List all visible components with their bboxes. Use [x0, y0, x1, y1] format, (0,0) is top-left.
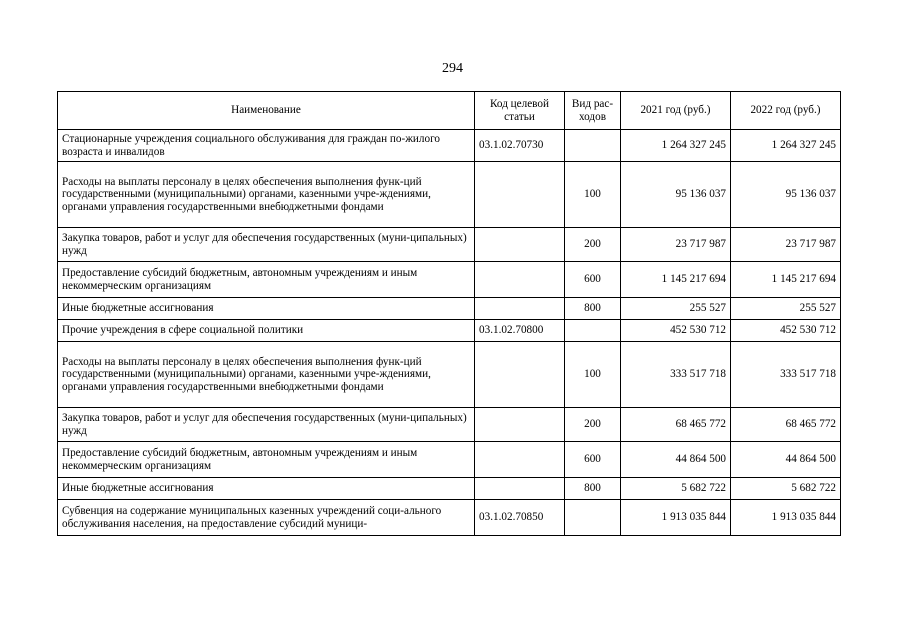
header-type: Вид рас-ходов [565, 92, 621, 130]
cell-name: Закупка товаров, работ и услуг для обеспечения государственных (муни-ципальных) нужд [58, 408, 475, 442]
cell-name: Закупка товаров, работ и услуг для обеспечения государственных (муни-ципальных) нужд [58, 228, 475, 262]
cell-type: 600 [565, 262, 621, 298]
cell-name: Расходы на выплаты персоналу в целях обеспечения выполнения функ-ций государственными (муниципальными) органами, казенными учре-ждениями, органами управления государственными внебюджетными фондами [58, 162, 475, 228]
cell-amount-2022: 333 517 718 [731, 342, 841, 408]
cell-amount-2022: 95 136 037 [731, 162, 841, 228]
cell-amount-2021: 1 913 035 844 [621, 500, 731, 536]
cell-type: 200 [565, 228, 621, 262]
cell-code [475, 342, 565, 408]
cell-code [475, 262, 565, 298]
cell-name: Субвенция на содержание муниципальных казенных учреждений соци-ального обслуживания населения, на предоставление субсидий муници- [58, 500, 475, 536]
cell-code [475, 298, 565, 320]
cell-type [565, 130, 621, 162]
cell-amount-2021: 255 527 [621, 298, 731, 320]
cell-type: 100 [565, 342, 621, 408]
table-row [58, 342, 841, 408]
cell-name: Расходы на выплаты персоналу в целях обеспечения выполнения функ-ций государственными (муниципальными) органами, казенными учре-ждениями, органами управления государственными внебюджетными фондами [58, 342, 475, 408]
cell-name: Предоставление субсидий бюджетным, автономным учреждениям и иным некоммерческим организациям [58, 262, 475, 298]
cell-amount-2022: 44 864 500 [731, 442, 841, 478]
cell-amount-2022: 1 913 035 844 [731, 500, 841, 536]
cell-type [565, 500, 621, 536]
cell-amount-2021: 95 136 037 [621, 162, 731, 228]
cell-code: 03.1.02.70850 [475, 500, 565, 536]
cell-name: Иные бюджетные ассигнования [58, 478, 475, 500]
table-row [58, 408, 841, 442]
cell-amount-2022: 5 682 722 [731, 478, 841, 500]
table-row [58, 478, 841, 500]
cell-type: 800 [565, 298, 621, 320]
table-header-row [58, 92, 841, 130]
cell-amount-2022: 1 264 327 245 [731, 130, 841, 162]
cell-code: 03.1.02.70800 [475, 320, 565, 342]
table-row [58, 500, 841, 536]
header-year-2021: 2021 год (руб.) [621, 92, 731, 130]
table-row [58, 320, 841, 342]
table-row [58, 442, 841, 478]
cell-type: 200 [565, 408, 621, 442]
cell-amount-2021: 5 682 722 [621, 478, 731, 500]
cell-amount-2022: 23 717 987 [731, 228, 841, 262]
cell-type [565, 320, 621, 342]
cell-name: Стационарные учреждения социального обслуживания для граждан по-жилого возраста и инвалидов [58, 130, 475, 162]
cell-code [475, 478, 565, 500]
cell-code [475, 162, 565, 228]
table-row [58, 262, 841, 298]
cell-code: 03.1.02.70730 [475, 130, 565, 162]
cell-amount-2021: 44 864 500 [621, 442, 731, 478]
header-name: Наименование [58, 92, 475, 130]
cell-code [475, 228, 565, 262]
cell-amount-2021: 452 530 712 [621, 320, 731, 342]
table-row [58, 130, 841, 162]
table-row [58, 228, 841, 262]
header-year-2022: 2022 год (руб.) [731, 92, 841, 130]
cell-name: Прочие учреждения в сфере социальной политики [58, 320, 475, 342]
cell-code [475, 408, 565, 442]
cell-type: 600 [565, 442, 621, 478]
table-row [58, 298, 841, 320]
page-number: 294 [442, 61, 463, 76]
cell-amount-2021: 1 264 327 245 [621, 130, 731, 162]
cell-name: Предоставление субсидий бюджетным, автономным учреждениям и иным некоммерческим организациям [58, 442, 475, 478]
cell-type: 100 [565, 162, 621, 228]
cell-name: Иные бюджетные ассигнования [58, 298, 475, 320]
cell-amount-2022: 255 527 [731, 298, 841, 320]
cell-amount-2021: 333 517 718 [621, 342, 731, 408]
cell-type: 800 [565, 478, 621, 500]
cell-amount-2022: 68 465 772 [731, 408, 841, 442]
cell-amount-2021: 1 145 217 694 [621, 262, 731, 298]
header-code: Код целевой статьи [475, 92, 565, 130]
cell-amount-2022: 1 145 217 694 [731, 262, 841, 298]
cell-code [475, 442, 565, 478]
cell-amount-2021: 23 717 987 [621, 228, 731, 262]
budget-table [57, 91, 841, 536]
cell-amount-2021: 68 465 772 [621, 408, 731, 442]
cell-amount-2022: 452 530 712 [731, 320, 841, 342]
table-row [58, 162, 841, 228]
